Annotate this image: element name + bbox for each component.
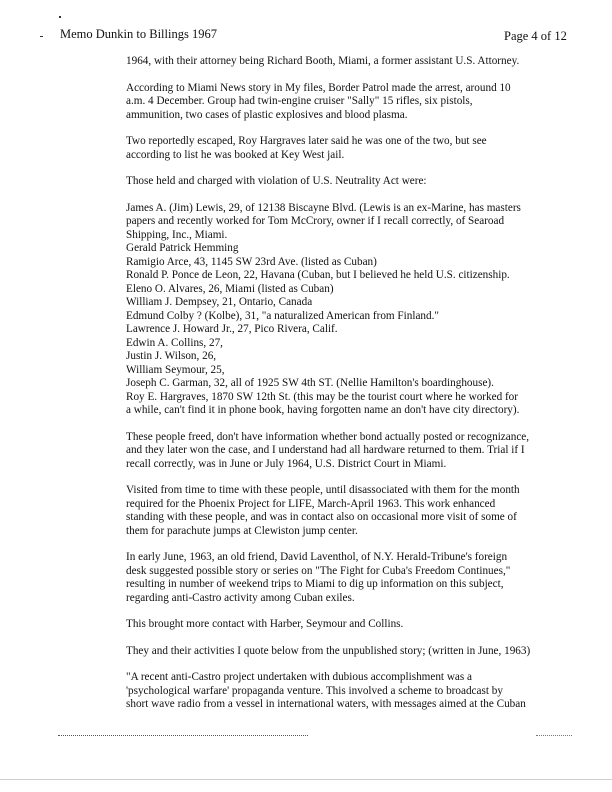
text-line: Ramigio Arce, 43, 1145 SW 23rd Ave. (listed as Cuban) [126,255,377,268]
text-line: Joseph C. Garman, 32, all of 1925 SW 4th ST. (Nellie Hamilton's boardinghouse). [126,377,494,389]
text-line: These people freed, don't have information whether bond actually posted or recognizance, [126,430,530,443]
text-line: ammunition, two cases of plastic explosives and blood plasma. [126,108,408,121]
text-line: short wave radio from a vessel in international waters, with messages aimed at the Cuban [126,698,526,710]
text-line: recall correctly, was in June or July 1964, U.S. District Court in Miami. [126,457,447,470]
text-line: They and their activities I quote below from the unpublished story; (written in June, 1963) [126,644,531,657]
memo-paragraph [126,645,566,659]
scan-footer-artifact-right [536,735,572,736]
scan-footer-artifact [58,735,308,736]
page-number: Page 4 of 12 [504,29,567,43]
text-line: 1964, with their attorney being Richard Booth, Miami, a former assistant U.S. Attorney. [126,55,520,67]
text-line: resulting in number of weekend trips to Miami to dig up information on this subject, [126,578,504,590]
text-line: Visited from time to time with these people, until disassociated with them for the month [126,484,520,496]
text-line: and they later won the case, and I understand had all hardware returned to them. Trial if I [126,444,525,456]
text-line: Those held and charged with violation of U.S. Neutrality Act were: [126,175,427,187]
text-line: Edmund Colby ? (Kolbe), 31, "a naturalized American from Finland." [126,309,439,322]
memo-paragraph [126,202,566,418]
text-line: In early June, 1963, an old friend, David Laventhol, of N.Y. Herald-Tribune's foreign [126,551,508,563]
memo-paragraph [126,618,566,632]
memo-body [126,55,566,725]
text-line: them for parachute jumps at Clewiston jump center. [126,524,358,537]
text-line: Eleno O. Alvares, 26, Miami (listed as Cuban) [126,282,334,295]
text-line: 'psychological warfare' propaganda venture. This involved a scheme to broadcast by [126,684,503,697]
text-line: This brought more contact with Harber, Seymour and Collins. [126,618,404,630]
text-line: James A. (Jim) Lewis, 29, of 12138 Biscayne Blvd. (Lewis is an ex-Marine, has masters [126,201,521,214]
text-line: Roy E. Hargraves, 1870 SW 12th St. (this may be the tourist court where he worked for [126,390,519,403]
text-line: Shipping, Inc., Miami. [126,228,228,241]
text-line: papers and recently worked for Tom McCrory, owner if I recall correctly, of Searoad [126,215,505,227]
memo-paragraph [126,55,566,69]
text-line: a.m. 4 December. Group had twin-engine cruiser "Sally" 15 rifles, six pistols, [126,95,473,107]
text-line: Lawrence J. Howard Jr., 27, Pico Rivera, Calif. [126,323,338,335]
text-line: Two reportedly escaped, Roy Hargraves later said he was one of the two, but see [126,135,487,147]
memo-paragraph [126,484,566,538]
text-line: required for the Phoenix Project for LIFE, March-April 1963. This work enhanced [126,497,496,510]
scan-tick [40,36,43,37]
text-line: regarding anti-Castro activity among Cuban exiles. [126,591,355,604]
text-line: According to Miami News story in My files, Border Patrol made the arrest, around 10 [126,81,511,94]
text-line: Justin J. Wilson, 26, [126,350,217,362]
memo-paragraph [126,431,566,472]
memo-paragraph [126,671,566,712]
text-line: a while, can't find it in phone book, having forgotten name an don't have city directory). [126,404,520,416]
text-line: Gerald Patrick Hemming [126,242,239,254]
text-line: William J. Dempsey, 21, Ontario, Canada [126,296,313,308]
memo-paragraph [126,551,566,605]
text-line: desk suggested possible story or series on "The Fight for Cuba's Freedom Continues," [126,564,511,577]
text-line: "A recent anti-Castro project undertaken with dubious accomplishment was a [126,671,472,683]
text-line: William Seymour, 25, [126,363,225,376]
text-line: standing with these people, and was in contact also on occasional more visit of some of [126,511,517,523]
text-line: according to list he was booked at Key West jail. [126,148,345,161]
text-line: Ronald P. Ponce de Leon, 22, Havana (Cuban, but I believed he held U.S. citizenship. [126,269,510,281]
memo-paragraph [126,175,566,189]
scan-speck [59,16,61,18]
text-line: Edwin A. Collins, 27, [126,336,223,349]
memo-paragraph [126,135,566,162]
memo-title: Memo Dunkin to Billings 1967 [60,27,217,41]
page-bottom-edge [0,779,612,780]
memo-paragraph [126,82,566,123]
